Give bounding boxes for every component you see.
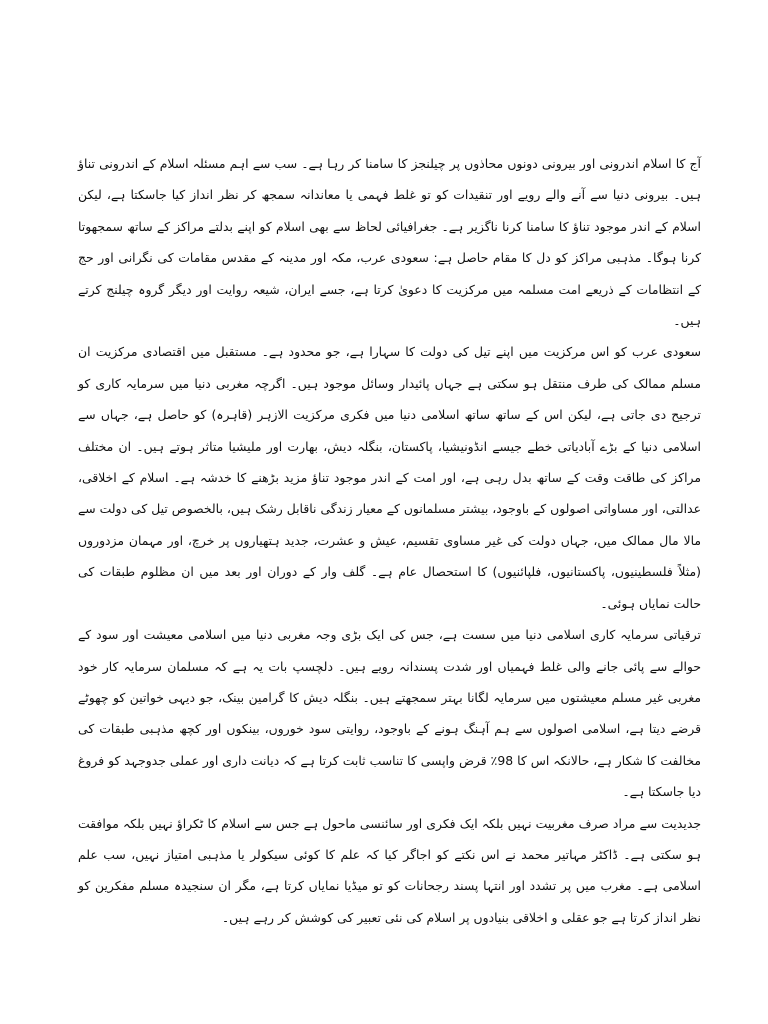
article-body <box>78 148 701 933</box>
paragraph-4: جدیدیت سے مراد صرف مغربیت نہیں بلکہ ایک فکری اور سائنسی ماحول ہے جس سے اسلام کا ٹکراؤ نہیں بلکہ موافقت ہو سکتی ہے۔ ڈاکٹر مہاتیر محمد نے اس نکتے کو اجاگر کیا کہ علم کا کوئی سیکولر یا مذہبی امتیاز نہیں، سب علم اسلامی ہے۔ مغرب میں پر تشدد اور انتہا پسند رجحانات کو تو میڈیا نمایاں کرتا ہے، مگر ان سنجیدہ مسلم مفکرین کو نظر انداز کرتا ہے جو عقلی و اخلاقی بنیادوں پر اسلام کی نئی تعبیر کی کوشش کر رہے ہیں۔ <box>78 815 701 925</box>
paragraph-2: سعودی عرب کو اس مرکزیت میں اپنے تیل کی دولت کا سہارا ہے، جو محدود ہے۔ مستقبل میں اقتصادی مرکزیت ان مسلم ممالک کی طرف منتقل ہو سکتی ہے جہاں پائیدار وسائل موجود ہیں۔ اگرچہ مغربی دنیا میں سرمایہ کاری کو ترجیح دی جاتی ہے، لیکن اس کے ساتھ ساتھ اسلامی دنیا میں فکری مرکزیت الازہر (قاہرہ) کو حاصل ہے، جہاں سے اسلامی دنیا کے بڑے آبادیاتی خطے جیسے انڈونیشیا، پاکستان، بنگلہ دیش، بھارت اور ملیشیا متاثر ہوتے ہیں۔ ان مختلف مراکز کی طاقت وقت کے ساتھ بدل رہی ہے، اور امت کے اندر موجود تناؤ مزید بڑھنے کا خدشہ ہے۔ اسلام کے اخلاقی، عدالتی، اور مساواتی اصولوں کے باوجود، بیشتر مسلمانوں کے معیار زندگی ناقابل رشک ہیں، بالخصوص تیل کی دولت سے مالا مال ممالک میں، جہاں دولت کی غیر مساوی تقسیم، عیش و عشرت، جدید ہتھیاروں پر خرچ، اور مہمان مزدوروں (مثلاً فلسطینیوں، پاکستانیوں، فلپائنیوں) کا استحصال عام ہے۔ گلف وار کے دوران اور بعد میں ان مظلوم طبقات کی حالت نمایاں ہوئی۔ <box>78 344 702 611</box>
paragraph-1: آج کا اسلام اندرونی اور بیرونی دونوں محاذوں پر چیلنجز کا سامنا کر رہا ہے۔ سب سے اہم مسئلہ اسلام کے اندرونی تناؤ ہیں۔ بیرونی دنیا سے آنے والے رویے اور تنقیدات کو تو غلط فہمی یا معاندانہ سمجھ کر نظر انداز کیا جاسکتا ہے، لیکن اسلام کے اندر موجود تناؤ کا سامنا کرنا ناگزیر ہے۔ جغرافیائی لحاظ سے بھی اسلام کو اپنے بدلتے مراکز کے ساتھ سمجھوتا کرنا ہوگا۔ مذہبی مراکز کو دل کا مقام حاصل ہے: سعودی عرب، مکہ اور مدینہ کے مقدس مقامات کی نگرانی اور حج کے انتظامات کے ذریعے امت مسلمہ میں مرکزیت کا دعویٰ کرتا ہے، جسے ایران، شیعہ روایت اور دیگر گروہ چیلنج کرتے ہیں۔ <box>78 156 701 329</box>
paragraph-3: ترقیاتی سرمایہ کاری اسلامی دنیا میں سست ہے، جس کی ایک بڑی وجہ مغربی دنیا میں اسلامی معیشت اور سود کے حوالے سے پائی جانے والی غلط فہمیاں اور شدت پسندانہ رویے ہیں۔ دلچسپ بات یہ ہے کہ مسلمان سرمایہ کار خود مغربی غیر مسلم معیشتوں میں سرمایہ لگانا بہتر سمجھتے ہیں۔ بنگلہ دیش کا گرامین بینک، جو دیہی خواتین کو چھوٹے قرضے دیتا ہے، اسلامی اصولوں سے ہم آہنگ ہونے کے باوجود، روایتی سود خوروں، بینکوں اور کچھ مذہبی طبقات کی مخالفت کا شکار ہے، حالانکہ اس کا 98٪ قرض واپسی کا تناسب ثابت کرتا ہے کہ دیانت داری اور عملی جدوجہد کو فروغ دیا جاسکتا ہے۔ <box>78 627 701 800</box>
